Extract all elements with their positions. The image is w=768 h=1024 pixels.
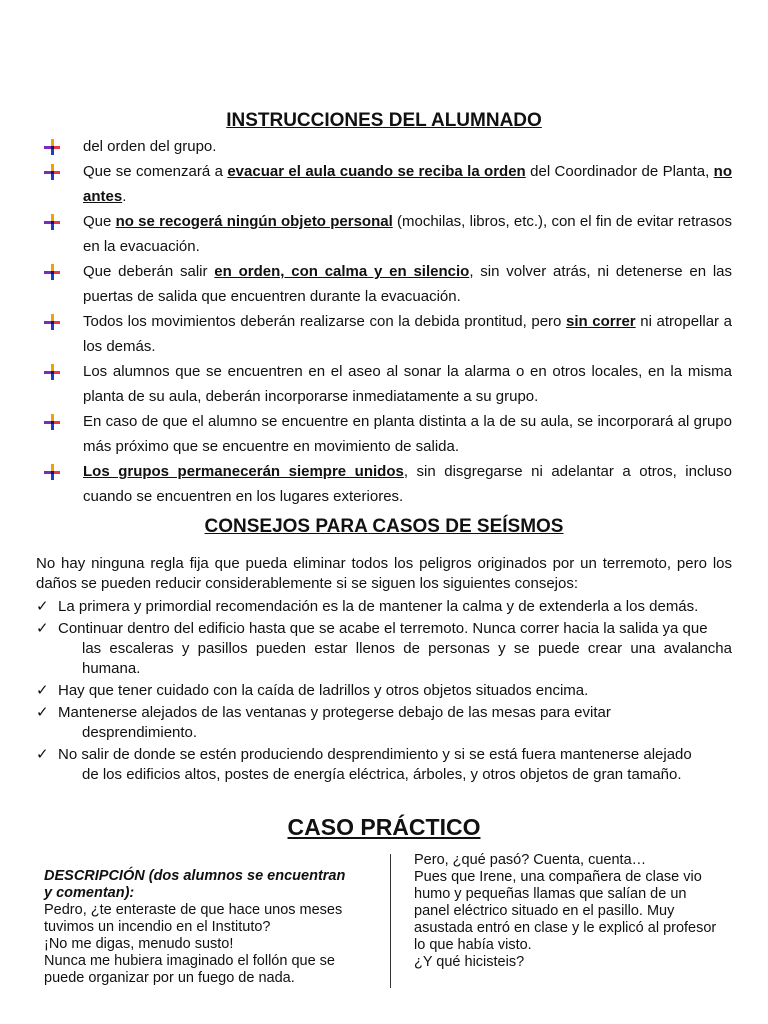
dialogue-description: y comentan):: [44, 885, 135, 901]
dialogue-line: ¿Y qué hicisteis?: [414, 954, 525, 970]
dialogue-description: DESCRIPCIÓN (dos alumnos se encuentran: [44, 868, 346, 884]
instruccion-text: Los grupos permanecerán siempre unidos, sin disgregarse ni adelantar a otros, incluso cuando se encuentren en los lugares exteriores.: [83, 463, 732, 505]
instruccion-text: En caso de que el alumno se encuentre en planta distinta a la de su aula, se incorporará al grupo más próximo que se encuentre en movimiento de salida.: [83, 413, 732, 455]
dialogue-line: Pero, ¿qué pasó? Cuenta, cuenta…: [414, 852, 647, 868]
column-divider: [390, 854, 391, 988]
instruccion-text: Que no se recogerá ningún objeto personal (mochilas, libros, etc.), con el fin de evitar retrasos en la evacuación.: [83, 213, 732, 255]
dialogue-right-column: [414, 852, 744, 971]
consejo-item: [36, 681, 732, 701]
colored-cross-bullet-icon: [44, 414, 60, 430]
checkmark-icon: ✓: [36, 620, 49, 637]
instruccion-item: [36, 259, 732, 309]
colored-cross-bullet-icon: [44, 164, 60, 180]
dialogue-line: ¡No me digas, menudo susto!: [44, 936, 234, 952]
instruccion-text: del orden del grupo.: [83, 138, 217, 155]
colored-cross-bullet-icon: [44, 214, 60, 230]
consejo-item: [36, 619, 732, 679]
dialogue-line: asustada entró en clase y le explicó al profesor: [414, 920, 717, 936]
consejos-intro: No hay ninguna regla fija que pueda eliminar todos los peligros originados por un terremoto, pero los daños se pueden reducir considerablemente si se siguen los siguientes consejos:: [36, 555, 732, 592]
dialogue-line: lo que había visto.: [414, 937, 532, 953]
colored-cross-bullet-icon: [44, 139, 60, 155]
colored-cross-bullet-icon: [44, 364, 60, 380]
consejo-text-continued: de los edificios altos, postes de energía eléctrica, árboles, y otros objetos de gran tamaño.: [82, 766, 682, 783]
dialogue-line: Pedro, ¿te enteraste de que hace unos meses: [44, 902, 343, 918]
instrucciones-list: [36, 134, 732, 509]
consejo-item: [36, 703, 732, 743]
dialogue-line: panel eléctrico situado en el pasillo. Muy: [414, 903, 675, 919]
instruccion-item: [36, 309, 732, 359]
section-title-consejos: CONSEJOS PARA CASOS DE SEÍSMOS: [204, 516, 564, 537]
instruccion-item: [36, 134, 732, 159]
section-title-caso-practico: CASO PRÁCTICO: [287, 814, 481, 840]
dialogue-line: tuvimos un incendio en el Instituto?: [44, 919, 271, 935]
consejo-text-continued: desprendimiento.: [82, 724, 198, 741]
consejo-text-continued: las escaleras y pasillos pueden estar llenos de personas y se puede crear una avalancha humana.: [82, 640, 732, 677]
consejo-item: [36, 745, 732, 785]
instruccion-item: [36, 209, 732, 259]
dialogue-left-column: [44, 868, 374, 987]
checkmark-icon: ✓: [36, 704, 49, 721]
instruccion-item: [36, 409, 732, 459]
consejo-text: Mantenerse alejados de las ventanas y protegerse debajo de las mesas para evitar: [58, 704, 611, 721]
consejo-text: Hay que tener cuidado con la caída de ladrillos y otros objetos situados encima.: [58, 682, 589, 699]
consejos-list: [36, 597, 732, 787]
instruccion-text: Todos los movimientos deberán realizarse con la debida prontitud, pero sin correr ni atropellar a los demás.: [83, 313, 732, 355]
colored-cross-bullet-icon: [44, 314, 60, 330]
section-title-instrucciones: INSTRUCCIONES DEL ALUMNADO: [226, 110, 542, 131]
checkmark-icon: ✓: [36, 682, 49, 699]
consejo-text: Continuar dentro del edificio hasta que se acabe el terremoto. Nunca correr hacia la salida ya que: [58, 620, 708, 637]
dialogue-line: puede organizar por un fuego de nada.: [44, 970, 295, 986]
colored-cross-bullet-icon: [44, 464, 60, 480]
checkmark-icon: ✓: [36, 746, 49, 763]
colored-cross-bullet-icon: [44, 264, 60, 280]
dialogue-line: humo y pequeñas llamas que salían de un: [414, 886, 687, 902]
consejo-text: No salir de donde se estén produciendo desprendimiento y si se está fuera mantenerse alejado: [58, 746, 692, 763]
instruccion-text: Que se comenzará a evacuar el aula cuando se reciba la orden del Coordinador de Planta, no antes.: [83, 163, 732, 205]
consejo-item: [36, 597, 732, 617]
dialogue-line: Nunca me hubiera imaginado el follón que se: [44, 953, 335, 969]
checkmark-icon: ✓: [36, 598, 49, 615]
dialogue-line: Pues que Irene, una compañera de clase vio: [414, 869, 702, 885]
instruccion-item: [36, 459, 732, 509]
instruccion-item: [36, 159, 732, 209]
instruccion-item: [36, 359, 732, 409]
consejo-text: La primera y primordial recomendación es la de mantener la calma y de extenderla a los demás.: [58, 598, 699, 615]
instruccion-text: Que deberán salir en orden, con calma y en silencio, sin volver atrás, ni detenerse en las puertas de salida que encuentren durante la evacuación.: [83, 263, 732, 305]
instruccion-text: Los alumnos que se encuentren en el aseo al sonar la alarma o en otros locales, en la misma planta de su aula, deberán incorporarse inmediatamente a su grupo.: [83, 363, 732, 405]
